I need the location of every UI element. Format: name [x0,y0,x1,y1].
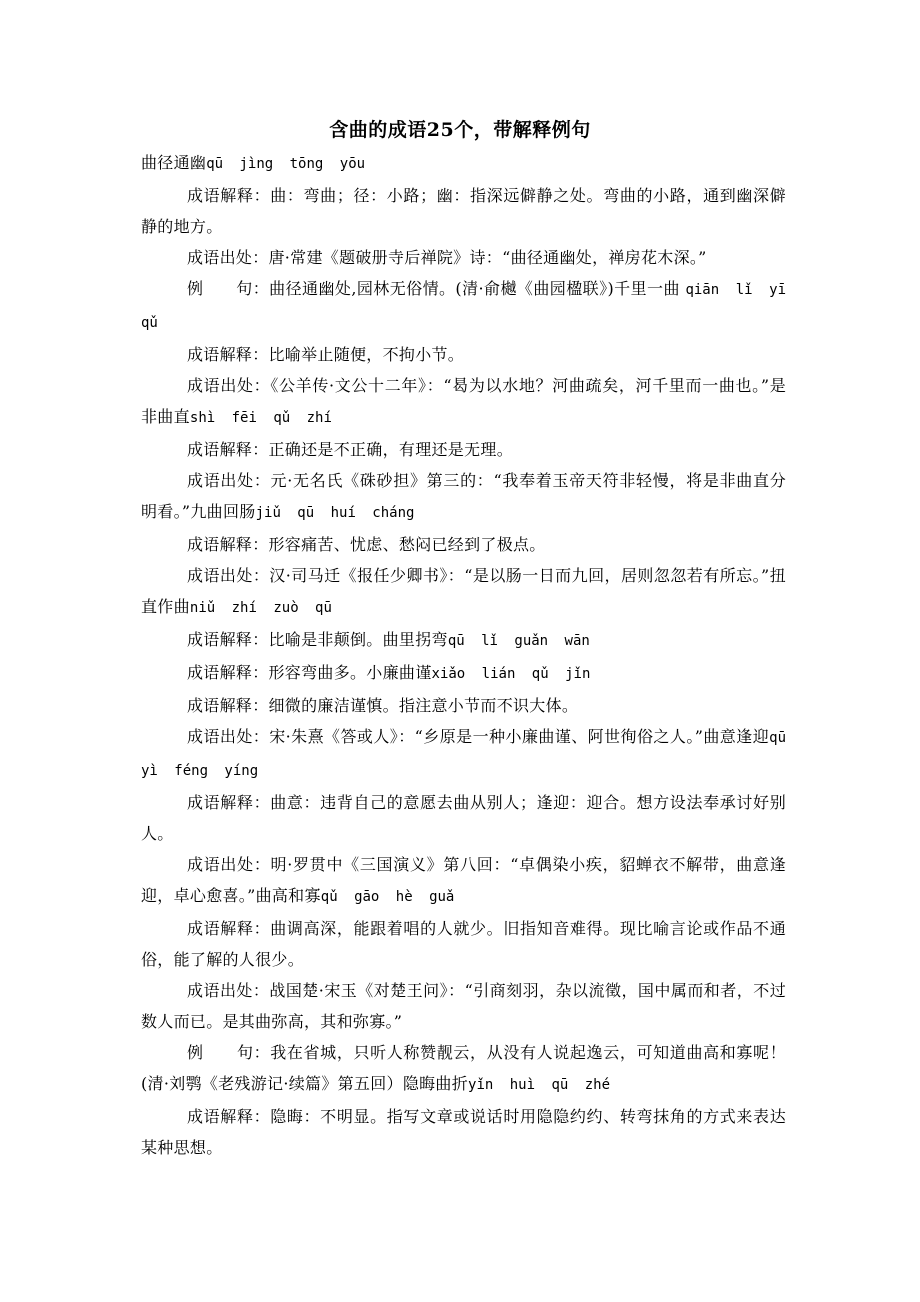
pinyin-text: jiǔ qū huí cháng [255,505,415,521]
pinyin-text: qū jìng tōng yōu [206,156,366,172]
paragraph-text: 成语出处：宋·朱熹《答或人》：“乡原是一种小廉曲谨、阿世徇俗之人。”曲意逢迎 [187,727,770,746]
paragraph-text: 成语出处：汉·司马迁《报任少卿书》：“是以肠一日而九回，居则忽忽若有所忘。”扭直作曲 [141,566,786,616]
paragraph-text: 成语解释：曲意：违背自己的意愿去曲从别人；逢迎：迎合。想方设法奉承讨好别人。 [141,793,786,843]
paragraph-text: 成语解释：曲：弯曲；径：小路；幽：指深远僻静之处。弯曲的小路，通到幽深僻静的地方。 [141,186,786,236]
paragraph-text: 成语出处：《公羊传·文公十二年》：“曷为以水地？河曲疏矣，河千里而一曲也。”是非曲直 [141,376,786,426]
paragraph-text: 成语解释：细微的廉洁谨慎。指注意小节而不识大体。 [187,696,579,715]
paragraph [141,1101,786,1163]
paragraph-text: 成语出处：唐·常建《题破册寺后禅院》诗：“曲径通幽处，禅房花木深。” [187,248,707,267]
paragraph [141,180,786,242]
paragraph-text: 例 句：曲径通幽处,园林无俗情。(清·俞樾《曲园楹联》)千里一曲 [187,279,680,298]
paragraph-text: 成语解释：正确还是不正确，有理还是无理。 [187,440,514,459]
pinyin-text: xiǎo lián qǔ jǐn [431,666,591,682]
paragraph-text: 曲径通幽 [141,153,207,172]
paragraph-text: 成语解释：曲调高深，能跟着唱的人就少。旧指知音难得。现比喻言论或作品不通俗，能了解的人很少。 [141,919,786,969]
paragraph-text: 成语出处：战国楚·宋玉《对楚王问》：“引商刻羽，杂以流徵，国中属而和者，不过数人而已。是其曲弥高，其和弥寡。” [141,981,786,1031]
pinyin-text: qǔ gāo hè guǎ [320,889,455,905]
paragraph [141,913,786,975]
document-title: 含曲的成语25个，带解释例句 [329,119,591,141]
paragraph [141,560,786,624]
paragraph [141,690,786,721]
pinyin-text: shì fēi qǔ zhí [189,410,332,426]
paragraph [141,1037,786,1101]
paragraph [141,273,786,339]
paragraph [141,242,786,273]
pinyin-text: qiān lǐ yī qǔ [141,282,787,331]
paragraph [141,370,786,434]
paragraph [141,849,786,913]
paragraph-text: 成语解释：形容弯曲多。小廉曲谨 [187,663,432,682]
pinyin-text: niǔ zhí zuò qū [189,600,332,616]
paragraph [141,975,786,1037]
pinyin-text: yǐn huì qū zhé [468,1077,611,1093]
paragraph [141,465,786,529]
paragraph [141,339,786,370]
paragraph [141,721,786,787]
paragraph-text: 成语出处：元·无名氏《硃砂担》第三的：“我奉着玉帝天符非轻慢，将是非曲直分明看。”九曲回肠 [141,471,786,521]
paragraph-text: 成语解释：比喻举止随便，不拘小节。 [187,345,465,364]
paragraph [141,434,786,465]
pinyin-text: qū lǐ guǎn wān [447,633,590,649]
paragraph-text: 成语出处：明·罗贯中《三国演义》第八回：“卓偶染小疾，貂蝉衣不解带，曲意逢迎，卓心愈喜。”曲高和寡 [141,855,786,905]
paragraph [141,529,786,560]
paragraph [141,657,786,690]
paragraph-text: 成语解释：隐晦：不明显。指写文章或说话时用隐隐约约、转弯抹角的方式来表达某种思想。 [141,1107,786,1157]
paragraph-text: 例 句：我在省城，只听人称赞靓云，从没有人说起逸云，可知道曲高和寡呢！(清·刘鹗《老残游记·续篇》第五回）隐晦曲折 [141,1043,786,1093]
paragraph [141,624,786,657]
paragraph [141,787,786,849]
paragraph-text: 成语解释：比喻是非颠倒。曲里拐弯 [187,630,448,649]
document-body [141,147,786,1163]
pinyin-text: qū yì féng yíng [141,730,786,779]
paragraph [141,147,786,180]
paragraph-text: 成语解释：形容痛苦、忧虑、愁闷已经到了极点。 [187,535,546,554]
